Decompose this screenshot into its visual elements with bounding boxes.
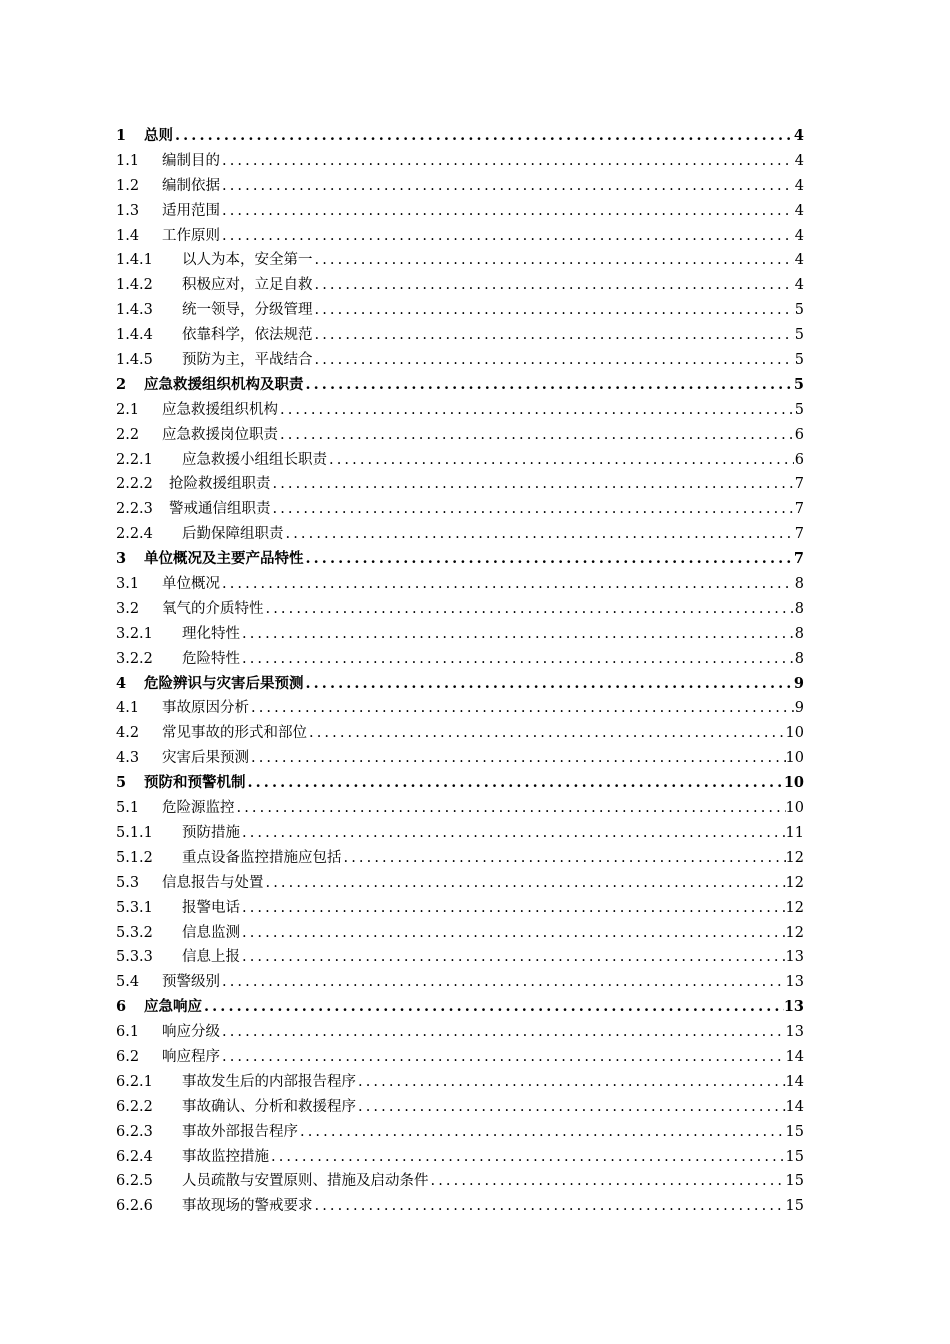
toc-leader-dots <box>220 572 794 597</box>
toc-entry-title: 事故发生后的内部报告程序 <box>182 1073 356 1090</box>
toc-entry-page: 5 <box>794 352 804 369</box>
toc-entry-title: 总则 <box>144 127 173 144</box>
toc-entry[interactable] <box>116 647 804 672</box>
toc-entry-title: 单位概况 <box>162 576 220 593</box>
toc-entry-page: 10 <box>785 800 804 817</box>
toc-entry[interactable] <box>116 721 804 746</box>
toc-entry-title: 理化特性 <box>182 625 240 642</box>
toc-entry-page: 13 <box>783 998 804 1016</box>
toc-leader-dots <box>220 174 794 199</box>
toc-entry-page: 7 <box>793 550 804 568</box>
toc-entry[interactable] <box>116 1169 804 1194</box>
toc-entry-page: 5 <box>794 302 804 319</box>
toc-leader-dots <box>220 149 794 174</box>
toc-leader-dots <box>246 771 784 796</box>
toc-entry-title: 编制目的 <box>162 152 220 169</box>
toc-entry[interactable] <box>116 1070 804 1095</box>
toc-entry[interactable] <box>116 771 804 796</box>
toc-entry[interactable] <box>116 945 804 970</box>
toc-leader-dots <box>269 1145 786 1170</box>
toc-leader-dots <box>327 448 794 473</box>
toc-entry-number: 5.1.1 <box>116 824 153 841</box>
toc-entry-page: 4 <box>793 127 804 144</box>
toc-entry-title: 人员疏散与安置原则、措施及启动条件 <box>182 1173 429 1190</box>
toc-entry-number: 2.2.4 <box>116 526 153 543</box>
toc-entry-page: 4 <box>794 202 804 219</box>
toc-entry-number: 5.3 <box>116 874 140 891</box>
toc-entry-title: 统一领导，分级管理 <box>182 302 313 319</box>
toc-entry[interactable] <box>116 1194 804 1219</box>
toc-leader-dots <box>278 398 794 423</box>
toc-entry-page: 8 <box>794 576 804 593</box>
toc-entry-page: 6 <box>794 451 804 468</box>
toc-entry-page: 4 <box>794 227 804 244</box>
toc-entry-number: 1.4.2 <box>116 277 153 294</box>
toc-entry-page: 4 <box>794 177 804 194</box>
toc-entry-page: 12 <box>785 924 804 941</box>
toc-leader-dots <box>278 423 794 448</box>
toc-entry-title: 响应程序 <box>162 1048 220 1065</box>
toc-leader-dots <box>356 1095 786 1120</box>
toc-entry-number: 2.2 <box>116 426 140 443</box>
toc-leader-dots <box>313 248 795 273</box>
toc-entry-number: 6.2.4 <box>116 1148 153 1165</box>
toc-entry-page: 13 <box>785 949 804 966</box>
toc-entry[interactable] <box>116 174 804 199</box>
toc-entry-title: 预防措施 <box>182 824 240 841</box>
toc-leader-dots <box>240 945 786 970</box>
toc-entry[interactable] <box>116 298 804 323</box>
toc-entry-title: 抢险救援组职责 <box>169 476 271 493</box>
toc-entry[interactable] <box>116 1145 804 1170</box>
toc-entry-number: 6 <box>116 998 127 1016</box>
toc-leader-dots <box>173 124 794 149</box>
toc-leader-dots <box>240 821 786 846</box>
toc-entry[interactable] <box>116 224 804 249</box>
toc-entry-page: 5 <box>793 375 804 393</box>
toc-leader-dots <box>304 547 794 572</box>
toc-entry-title: 事故确认、分析和救援程序 <box>182 1098 356 1115</box>
toc-entry-page: 13 <box>785 1024 804 1041</box>
toc-entry[interactable] <box>116 572 804 597</box>
toc-entry-title: 适用范围 <box>162 202 220 219</box>
toc-entry-number: 1.4.1 <box>116 252 153 269</box>
toc-entry-number: 5.3.2 <box>116 924 153 941</box>
toc-entry-number: 1.4.3 <box>116 302 153 319</box>
toc-entry[interactable] <box>116 1020 804 1045</box>
toc-entry-number: 1 <box>116 127 127 144</box>
toc-entry[interactable] <box>116 423 804 448</box>
toc-entry-title: 常见事故的形式和部位 <box>162 725 307 742</box>
toc-entry-page: 12 <box>785 849 804 866</box>
toc-leader-dots <box>220 970 786 995</box>
toc-entry[interactable] <box>116 472 804 497</box>
toc-entry[interactable] <box>116 896 804 921</box>
toc-entry-title: 工作原则 <box>162 227 220 244</box>
toc-leader-dots <box>202 995 784 1020</box>
toc-entry-number: 2.2.3 <box>116 501 153 518</box>
toc-entry-number: 1.4.5 <box>116 352 153 369</box>
toc-entry-title: 预防为主，平战结合 <box>182 352 313 369</box>
toc-entry-title: 应急救援组织机构 <box>162 401 278 418</box>
toc-entry-page: 4 <box>794 252 804 269</box>
toc-leader-dots <box>304 672 794 697</box>
toc-entry-page: 8 <box>794 650 804 667</box>
toc-entry-page: 7 <box>794 526 804 543</box>
toc-entry-page: 9 <box>794 700 804 717</box>
toc-entry-page: 15 <box>785 1173 804 1190</box>
toc-entry-title: 事故监控措施 <box>182 1148 269 1165</box>
toc-entry[interactable] <box>116 124 804 149</box>
toc-entry-title: 单位概况及主要产品特性 <box>144 550 304 568</box>
toc-leader-dots <box>220 1020 786 1045</box>
toc-entry[interactable] <box>116 373 804 398</box>
toc-entry-title: 报警电话 <box>182 899 240 916</box>
toc-leader-dots <box>313 273 795 298</box>
toc-entry-title: 预警级别 <box>162 974 220 991</box>
toc-entry-page: 5 <box>794 401 804 418</box>
toc-entry-title: 事故现场的警戒要求 <box>182 1198 313 1215</box>
toc-entry[interactable] <box>116 921 804 946</box>
toc-leader-dots <box>249 696 794 721</box>
toc-entry[interactable] <box>116 995 804 1020</box>
toc-entry[interactable] <box>116 348 804 373</box>
toc-entry[interactable] <box>116 871 804 896</box>
toc-entry-title: 预防和预警机制 <box>144 774 246 792</box>
toc-entry[interactable] <box>116 696 804 721</box>
toc-entry-title: 编制依据 <box>162 177 220 194</box>
toc-entry-number: 4.3 <box>116 750 140 767</box>
toc-entry-number: 3.1 <box>116 576 140 593</box>
toc-entry-title: 以人为本，安全第一 <box>182 252 313 269</box>
toc-entry[interactable] <box>116 597 804 622</box>
toc-entry[interactable] <box>116 1045 804 1070</box>
toc-entry-number: 6.1 <box>116 1024 140 1041</box>
toc-entry-title: 灾害后果预测 <box>162 750 249 767</box>
toc-leader-dots <box>235 796 786 821</box>
toc-entry-page: 9 <box>793 674 804 692</box>
toc-leader-dots <box>304 373 794 398</box>
table-of-contents <box>116 124 804 1219</box>
toc-entry-number: 4.1 <box>116 700 140 717</box>
toc-entry-title: 危险源监控 <box>162 800 235 817</box>
toc-leader-dots <box>240 921 786 946</box>
toc-entry[interactable] <box>116 1120 804 1145</box>
toc-entry-number: 1.3 <box>116 202 140 219</box>
toc-entry-title: 事故外部报告程序 <box>182 1123 298 1140</box>
toc-entry-number: 4.2 <box>116 725 140 742</box>
toc-entry-number: 3.2 <box>116 600 140 617</box>
toc-entry-title: 危险辨识与灾害后果预测 <box>144 674 304 692</box>
toc-leader-dots <box>271 497 795 522</box>
toc-leader-dots <box>298 1120 786 1145</box>
toc-leader-dots <box>264 597 795 622</box>
toc-entry-title: 积极应对，立足自救 <box>182 277 313 294</box>
toc-entry[interactable] <box>116 547 804 572</box>
toc-entry-page: 10 <box>783 774 804 792</box>
toc-entry-number: 5.1 <box>116 800 140 817</box>
toc-leader-dots <box>249 746 786 771</box>
toc-leader-dots <box>429 1169 786 1194</box>
toc-entry-page: 6 <box>794 426 804 443</box>
toc-entry-page: 8 <box>794 600 804 617</box>
toc-entry[interactable] <box>116 497 804 522</box>
toc-leader-dots <box>313 323 795 348</box>
toc-entry-number: 3 <box>116 550 127 568</box>
toc-entry-title: 氧气的介质特性 <box>162 600 264 617</box>
toc-leader-dots <box>240 647 794 672</box>
toc-entry-page: 14 <box>785 1073 804 1090</box>
toc-leader-dots <box>313 298 795 323</box>
toc-entry-page: 12 <box>785 874 804 891</box>
toc-entry-title: 危险特性 <box>182 650 240 667</box>
toc-leader-dots <box>284 522 795 547</box>
toc-entry-page: 15 <box>785 1198 804 1215</box>
toc-entry-page: 11 <box>785 824 804 841</box>
toc-entry-title: 应急救援小组组长职责 <box>182 451 327 468</box>
toc-entry-number: 6.2.2 <box>116 1098 153 1115</box>
toc-leader-dots <box>313 348 795 373</box>
toc-leader-dots <box>356 1070 786 1095</box>
toc-entry-title: 信息报告与处置 <box>162 874 264 891</box>
toc-entry-number: 1.4.4 <box>116 327 153 344</box>
toc-entry-title: 应急救援岗位职责 <box>162 426 278 443</box>
toc-entry-title: 应急响应 <box>144 998 202 1016</box>
toc-entry-page: 14 <box>785 1098 804 1115</box>
toc-entry-title: 信息上报 <box>182 949 240 966</box>
toc-entry-number: 5 <box>116 774 127 792</box>
toc-entry-page: 10 <box>785 725 804 742</box>
toc-entry-page: 4 <box>794 277 804 294</box>
toc-entry-number: 2.2.1 <box>116 451 153 468</box>
toc-entry-number: 5.1.2 <box>116 849 153 866</box>
toc-entry-page: 4 <box>794 152 804 169</box>
toc-entry-number: 5.4 <box>116 974 140 991</box>
toc-entry-number: 1.1 <box>116 152 140 169</box>
toc-leader-dots <box>342 846 786 871</box>
toc-entry-number: 5.3.1 <box>116 899 153 916</box>
toc-entry[interactable] <box>116 522 804 547</box>
toc-leader-dots <box>313 1194 786 1219</box>
toc-entry[interactable] <box>116 1095 804 1120</box>
toc-leader-dots <box>240 896 786 921</box>
toc-entry[interactable] <box>116 970 804 995</box>
toc-entry-page: 12 <box>785 899 804 916</box>
toc-entry-number: 6.2.5 <box>116 1173 153 1190</box>
toc-leader-dots <box>271 472 795 497</box>
toc-entry-number: 5.3.3 <box>116 949 153 966</box>
toc-entry-title: 信息监测 <box>182 924 240 941</box>
toc-entry-number: 2 <box>116 375 127 393</box>
toc-leader-dots <box>220 199 794 224</box>
toc-entry[interactable] <box>116 821 804 846</box>
toc-entry-page: 7 <box>794 501 804 518</box>
toc-leader-dots <box>220 1045 786 1070</box>
toc-entry-page: 7 <box>794 476 804 493</box>
toc-entry-number: 1.4 <box>116 227 140 244</box>
toc-entry-page: 8 <box>794 625 804 642</box>
toc-entry[interactable] <box>116 273 804 298</box>
toc-entry-title: 后勤保障组职责 <box>182 526 284 543</box>
toc-entry-number: 1.2 <box>116 177 140 194</box>
toc-entry-number: 2.2.2 <box>116 476 153 493</box>
toc-leader-dots <box>307 721 786 746</box>
toc-entry-title: 事故原因分析 <box>162 700 249 717</box>
toc-entry[interactable] <box>116 622 804 647</box>
toc-entry-number: 3.2.2 <box>116 650 153 667</box>
toc-entry[interactable] <box>116 672 804 697</box>
toc-entry[interactable] <box>116 746 804 771</box>
toc-entry[interactable] <box>116 199 804 224</box>
toc-entry-number: 6.2.6 <box>116 1198 153 1215</box>
toc-entry-page: 10 <box>785 750 804 767</box>
toc-entry-title: 应急救援组织机构及职责 <box>144 375 304 393</box>
toc-entry-title: 警戒通信组职责 <box>169 501 271 518</box>
toc-entry[interactable] <box>116 248 804 273</box>
toc-entry-number: 3.2.1 <box>116 625 153 642</box>
toc-entry-number: 6.2 <box>116 1048 140 1065</box>
toc-entry-page: 14 <box>785 1048 804 1065</box>
toc-entry-number: 4 <box>116 674 127 692</box>
toc-leader-dots <box>220 224 794 249</box>
toc-entry[interactable] <box>116 149 804 174</box>
toc-entry-title: 重点设备监控措施应包括 <box>182 849 342 866</box>
toc-entry-page: 5 <box>794 327 804 344</box>
toc-entry[interactable] <box>116 323 804 348</box>
toc-entry-number: 6.2.3 <box>116 1123 153 1140</box>
toc-leader-dots <box>240 622 794 647</box>
toc-entry[interactable] <box>116 846 804 871</box>
toc-entry-page: 15 <box>785 1123 804 1140</box>
toc-entry-title: 依靠科学，依法规范 <box>182 327 313 344</box>
toc-leader-dots <box>264 871 786 896</box>
toc-entry-page: 15 <box>785 1148 804 1165</box>
toc-entry-number: 6.2.1 <box>116 1073 153 1090</box>
toc-entry[interactable] <box>116 796 804 821</box>
toc-entry[interactable] <box>116 398 804 423</box>
toc-entry-number: 2.1 <box>116 401 140 418</box>
toc-entry[interactable] <box>116 448 804 473</box>
toc-entry-title: 响应分级 <box>162 1024 220 1041</box>
toc-entry-page: 13 <box>785 974 804 991</box>
